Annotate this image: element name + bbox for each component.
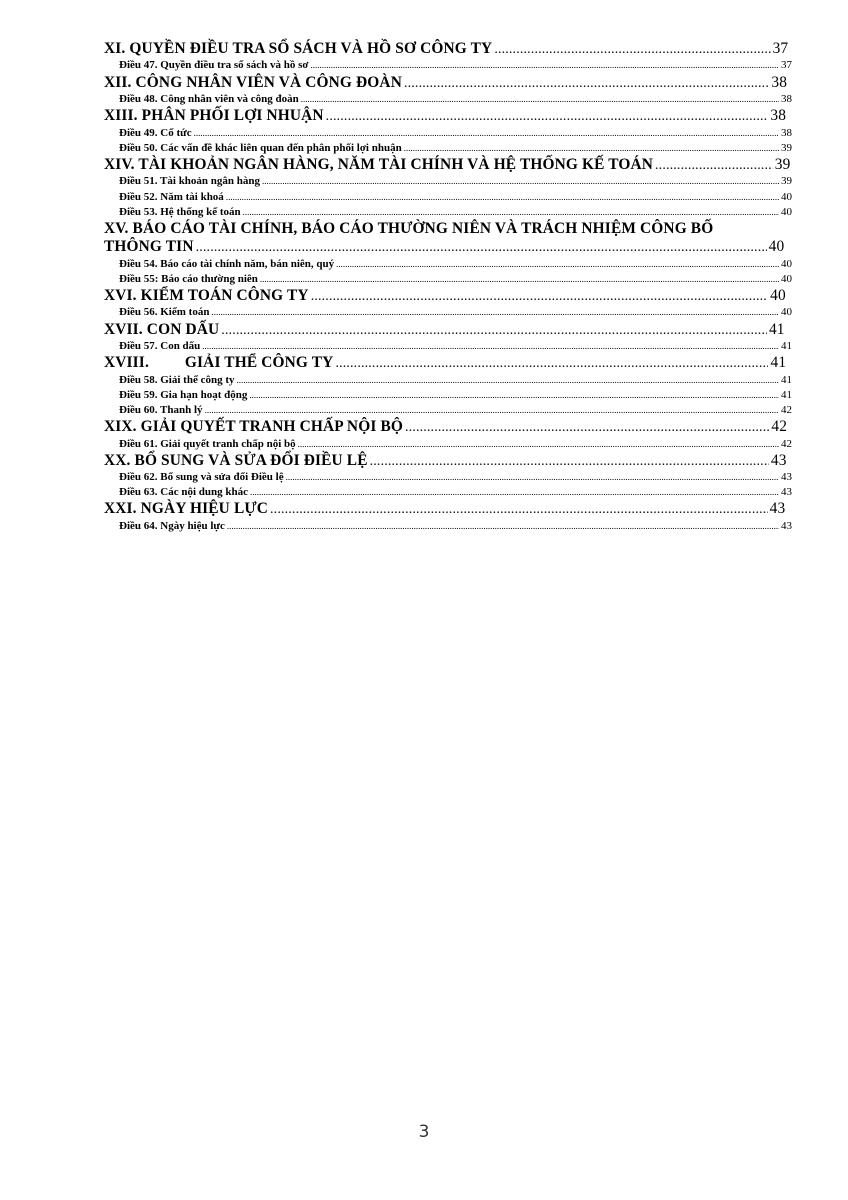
toc-page-number: 40: [781, 205, 792, 218]
toc-section-title: XIX. GIẢI QUYẾT TRANH CHẤP NỘI BỘ: [104, 418, 403, 436]
toc-article-60[interactable]: [104, 403, 792, 418]
toc-leader-dots: [249, 388, 779, 403]
toc-page-number: 40: [781, 190, 792, 203]
toc-article-title: Điều 59. Gia hạn hoạt động: [119, 388, 248, 401]
toc-leader-dots: [196, 239, 767, 257]
toc-page-number: 41: [768, 320, 785, 338]
toc-leader-dots: [205, 403, 779, 418]
toc-page-number: 43: [769, 500, 786, 518]
toc-leader-dots: [237, 373, 780, 388]
toc-article-title: Điều 49. Cổ tức: [119, 126, 192, 139]
toc-article-58[interactable]: [104, 373, 792, 388]
page-number: 3: [418, 1122, 430, 1142]
toc-page-number: 42: [781, 437, 792, 450]
toc-article-63[interactable]: [104, 485, 792, 500]
toc-article-title: Điều 52. Năm tài khoá: [119, 190, 224, 203]
toc-page-number: 39: [774, 155, 791, 173]
toc-article-54[interactable]: [104, 257, 792, 272]
toc-article-50[interactable]: [104, 141, 792, 156]
toc-article-51[interactable]: [104, 174, 792, 189]
toc-article-title: Điều 54. Báo cáo tài chính năm, bán niên, quý: [119, 257, 335, 270]
toc-page-number: 40: [768, 238, 785, 256]
toc-page-number: 41: [781, 373, 792, 386]
toc-leader-dots: [335, 355, 768, 373]
toc-section-title: XVIII. GIẢI THỂ CÔNG TY: [104, 354, 334, 372]
table-of-contents: [104, 40, 792, 534]
toc-leader-dots: [211, 305, 779, 320]
toc-section-xix[interactable]: [104, 418, 792, 436]
toc-page-number: 38: [770, 107, 787, 125]
toc-section-title: XX. BỔ SUNG VÀ SỬA ĐỔI ĐIỀU LỆ: [104, 451, 368, 469]
toc-page-number: 37: [781, 59, 792, 72]
toc-leader-dots: [250, 485, 779, 500]
toc-leader-dots: [226, 190, 779, 205]
toc-article-59[interactable]: [104, 388, 792, 403]
toc-page-number: 41: [781, 388, 792, 401]
toc-section-xvii[interactable]: [104, 321, 792, 339]
toc-page-number: 38: [781, 92, 792, 105]
toc-leader-dots: [270, 501, 768, 519]
toc-leader-dots: [326, 108, 769, 126]
toc-page-number: 43: [781, 519, 792, 532]
toc-page-number: 38: [781, 126, 792, 139]
toc-article-62[interactable]: [104, 470, 792, 485]
toc-page-number: 37: [772, 40, 789, 57]
toc-article-49[interactable]: [104, 126, 792, 141]
toc-section-xii[interactable]: [104, 74, 792, 92]
toc-article-title: Điều 62. Bổ sung và sửa đổi Điều lệ: [119, 471, 284, 484]
toc-section-xv[interactable]: [104, 238, 792, 256]
toc-page-number: 43: [770, 451, 787, 469]
toc-article-64[interactable]: [104, 519, 792, 534]
toc-article-53[interactable]: [104, 205, 792, 220]
toc-leader-dots: [655, 157, 773, 175]
toc-leader-dots: [404, 141, 779, 156]
toc-article-title: Điều 51. Tài khoản ngân hàng: [119, 175, 261, 188]
toc-section-title: XII. CÔNG NHÂN VIÊN VÀ CÔNG ĐOÀN: [104, 73, 402, 91]
toc-leader-dots: [194, 126, 779, 141]
toc-article-61[interactable]: [104, 437, 792, 452]
toc-leader-dots: [336, 257, 779, 272]
toc-leader-dots: [286, 470, 779, 485]
toc-leader-dots: [298, 437, 779, 452]
toc-section-xviii[interactable]: [104, 354, 792, 372]
toc-page-number: 41: [770, 354, 787, 372]
toc-article-title: Điều 48. Công nhân viên và công đoàn: [119, 92, 299, 105]
toc-leader-dots: [370, 453, 769, 471]
toc-article-47[interactable]: [104, 58, 792, 73]
toc-section-title: XVI. KIỂM TOÁN CÔNG TY: [104, 287, 309, 305]
toc-page-number: 43: [781, 486, 792, 499]
toc-page-number: 38: [771, 73, 788, 91]
toc-section-title: XIV. TÀI KHOẢN NGÂN HÀNG, NĂM TÀI CHÍNH VÀ HỆ THỐNG KẾ TOÁN: [104, 155, 654, 173]
toc-page-number: 42: [771, 418, 788, 436]
toc-leader-dots: [243, 205, 779, 220]
toc-leader-dots: [202, 339, 779, 354]
toc-leader-dots: [301, 92, 779, 107]
toc-leader-dots: [494, 41, 770, 59]
toc-page-number: 42: [781, 403, 792, 416]
toc-page-number: 40: [781, 272, 792, 285]
toc-article-48[interactable]: [104, 92, 792, 107]
toc-section-xv-first-line[interactable]: XV. BÁO CÁO TÀI CHÍNH, BÁO CÁO THƯỜNG NIÊN VÀ TRÁCH NHIỆM CÔNG BỐ: [104, 219, 714, 237]
toc-leader-dots: [311, 288, 768, 306]
toc-article-title: Điều 53. Hệ thống kế toán: [119, 205, 241, 218]
toc-section-title: XVII. CON DẤU: [104, 320, 220, 338]
toc-section-xiii[interactable]: [104, 107, 792, 125]
toc-article-56[interactable]: [104, 305, 792, 320]
toc-article-title: Điều 55: Báo cáo thường niên: [119, 272, 258, 285]
toc-page-number: 39: [781, 175, 792, 188]
toc-page-number: 39: [781, 141, 792, 154]
toc-section-xvi[interactable]: [104, 287, 792, 305]
toc-section-xx[interactable]: [104, 452, 792, 470]
toc-article-title: Điều 60. Thanh lý: [119, 403, 203, 416]
toc-section-xi[interactable]: [104, 40, 792, 58]
toc-section-title: XI. QUYỀN ĐIỀU TRA SỔ SÁCH VÀ HỒ SƠ CÔNG TY: [104, 40, 493, 57]
toc-leader-dots: [221, 322, 767, 340]
toc-page-number: 40: [781, 306, 792, 319]
toc-page-number: 41: [781, 340, 792, 352]
toc-article-title: Điều 64. Ngày hiệu lực: [119, 519, 225, 532]
toc-leader-dots: [260, 272, 779, 287]
toc-page-number: 43: [781, 471, 792, 484]
toc-leader-dots: [310, 58, 779, 73]
toc-article-title: Điều 50. Các vấn đề khác liên quan đến phân phối lợi nhuận: [119, 141, 402, 154]
toc-article-title: Điều 47. Quyền điều tra sổ sách và hồ sơ: [119, 59, 309, 72]
toc-page-number: 40: [770, 287, 786, 305]
toc-leader-dots: [405, 419, 769, 437]
toc-leader-dots: [227, 519, 779, 534]
toc-leader-dots: [404, 75, 769, 93]
toc-page-number: 40: [781, 257, 792, 270]
toc-section-title: XIII. PHÂN PHỐI LỢI NHUẬN: [104, 107, 324, 125]
toc-article-52[interactable]: [104, 190, 792, 205]
toc-article-title: Điều 61. Giải quyết tranh chấp nội bộ: [119, 437, 296, 450]
toc-leader-dots: [262, 174, 779, 189]
toc-section-title: THÔNG TIN: [104, 238, 194, 256]
toc-article-57[interactable]: [104, 339, 792, 354]
toc-article-title: Điều 58. Giải thể công ty: [119, 373, 235, 386]
toc-article-55[interactable]: [104, 272, 792, 287]
toc-section-xxi[interactable]: [104, 500, 792, 518]
toc-section-title: XXI. NGÀY HIỆU LỰC: [104, 500, 269, 518]
toc-section-xiv[interactable]: [104, 156, 792, 174]
toc-article-title: Điều 56. Kiểm toán: [119, 306, 210, 319]
toc-article-title: Điều 57. Con dấu: [119, 340, 201, 352]
toc-article-title: Điều 63. Các nội dung khác: [119, 486, 248, 499]
